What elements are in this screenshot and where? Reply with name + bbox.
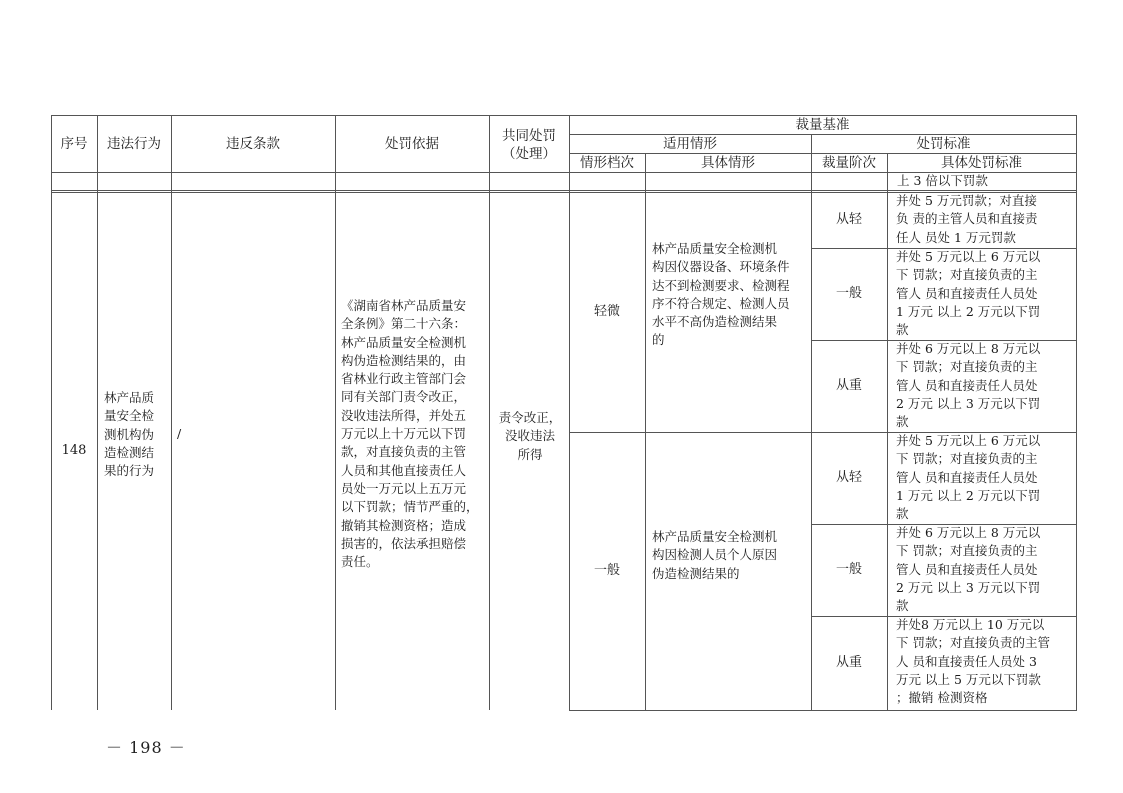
standard-minor-severe: 并处 6 万元以上 8 万元以 下 罚款；对直接负责的主 管人 员和直接责任人员处 2 万元 以上 3 万元以下罚 款 <box>896 341 1041 430</box>
tier-minor-lenient: 从轻 <box>835 212 862 227</box>
header-specific: 具体处罚标准 <box>941 154 1022 171</box>
standard-general-general: 并处 6 万元以上 8 万元以 下 罚款；对直接负责的主 管人 员和直接责任人员处 2 万元 以上 3 万元以下罚 款 <box>896 525 1041 614</box>
header-detail: 具体情形 <box>701 154 755 171</box>
tier-general-lenient: 从轻 <box>835 470 862 485</box>
header-joint-line2: （处理） <box>502 146 556 162</box>
header-discretion: 裁量基准 <box>795 116 850 133</box>
carryover-text: 上 3 倍以下罚款 <box>897 173 988 188</box>
header-seq: 序号 <box>60 135 88 152</box>
header-tier: 裁量阶次 <box>822 154 876 171</box>
header-basis: 处罚依据 <box>385 135 439 152</box>
header-joint-line1: 共同处罚 <box>502 128 556 144</box>
standard-minor-lenient: 并处 5 万元罚款；对直接 负 责的主管人员和直接责 任人 员处 1 万元罚款 <box>896 193 1038 245</box>
level-minor: 轻微 <box>593 304 620 319</box>
header-situation: 适用情形 <box>663 135 717 152</box>
tier-minor-severe: 从重 <box>835 378 862 393</box>
header-standard: 处罚标准 <box>916 135 971 152</box>
header-clause: 违反条款 <box>226 135 280 152</box>
standard-minor-general: 并处 5 万元以上 6 万元以 下 罚款；对直接负责的主 管人 员和直接责任人员处 1 万元 以上 2 万元以下罚 款 <box>896 249 1041 338</box>
row-clause: / <box>177 426 182 441</box>
row-seq: 148 <box>61 443 87 458</box>
level-general: 一般 <box>593 563 620 578</box>
tier-general-general: 一般 <box>835 562 862 577</box>
row-behavior: 林产品质 量安全检 测机构伪 造检测结 果的行为 <box>104 390 155 479</box>
tier-general-severe: 从重 <box>835 655 862 670</box>
row-basis: 《湖南省林产品质量安 全条例》第二十六条： 林产品质量安全检测机 构伪造检测结果的，由 省林业行政主管部门会 同有关部门责令改正， 没收违法所得，并处五 万元以上十万元以下罚 款，对直接负责的主管 人员和其他直接责任人 员处一万元以上五万元 以下罚款；情节严重的， 撤销其检测资格；造成 损害的，依法承担赔偿 责任。 <box>341 298 479 570</box>
standard-general-severe: 并处8 万元以上 10 万元以 下 罚款；对直接负责的主管 人 员和直接责任人员处 3 万元 以上 5 万元以下罚款 ；撤销 检测资格 <box>896 617 1050 706</box>
header-level: 情形档次 <box>580 154 634 171</box>
header-behavior: 违法行为 <box>107 135 161 152</box>
standard-general-lenient: 并处 5 万元以上 6 万元以 下 罚款；对直接负责的主 管人 员和直接责任人员处 1 万元 以上 2 万元以下罚 款 <box>896 433 1041 522</box>
row-joint: 责令改正， 没收违法 所得 <box>498 410 562 462</box>
header-joint <box>489 118 569 172</box>
detail-minor: 林产品质量安全检测机 构因仪器设备、环境条件 达不到检测要求、检测程 序不符合规定、检测人员 水平不高伪造检测结果 的 <box>652 241 790 348</box>
detail-general: 林产品质量安全检测机 构因检测人员个人原因 伪造检测结果的 <box>652 529 778 581</box>
tier-minor-general: 一般 <box>835 286 862 301</box>
page-number: － 198 － <box>106 738 186 757</box>
